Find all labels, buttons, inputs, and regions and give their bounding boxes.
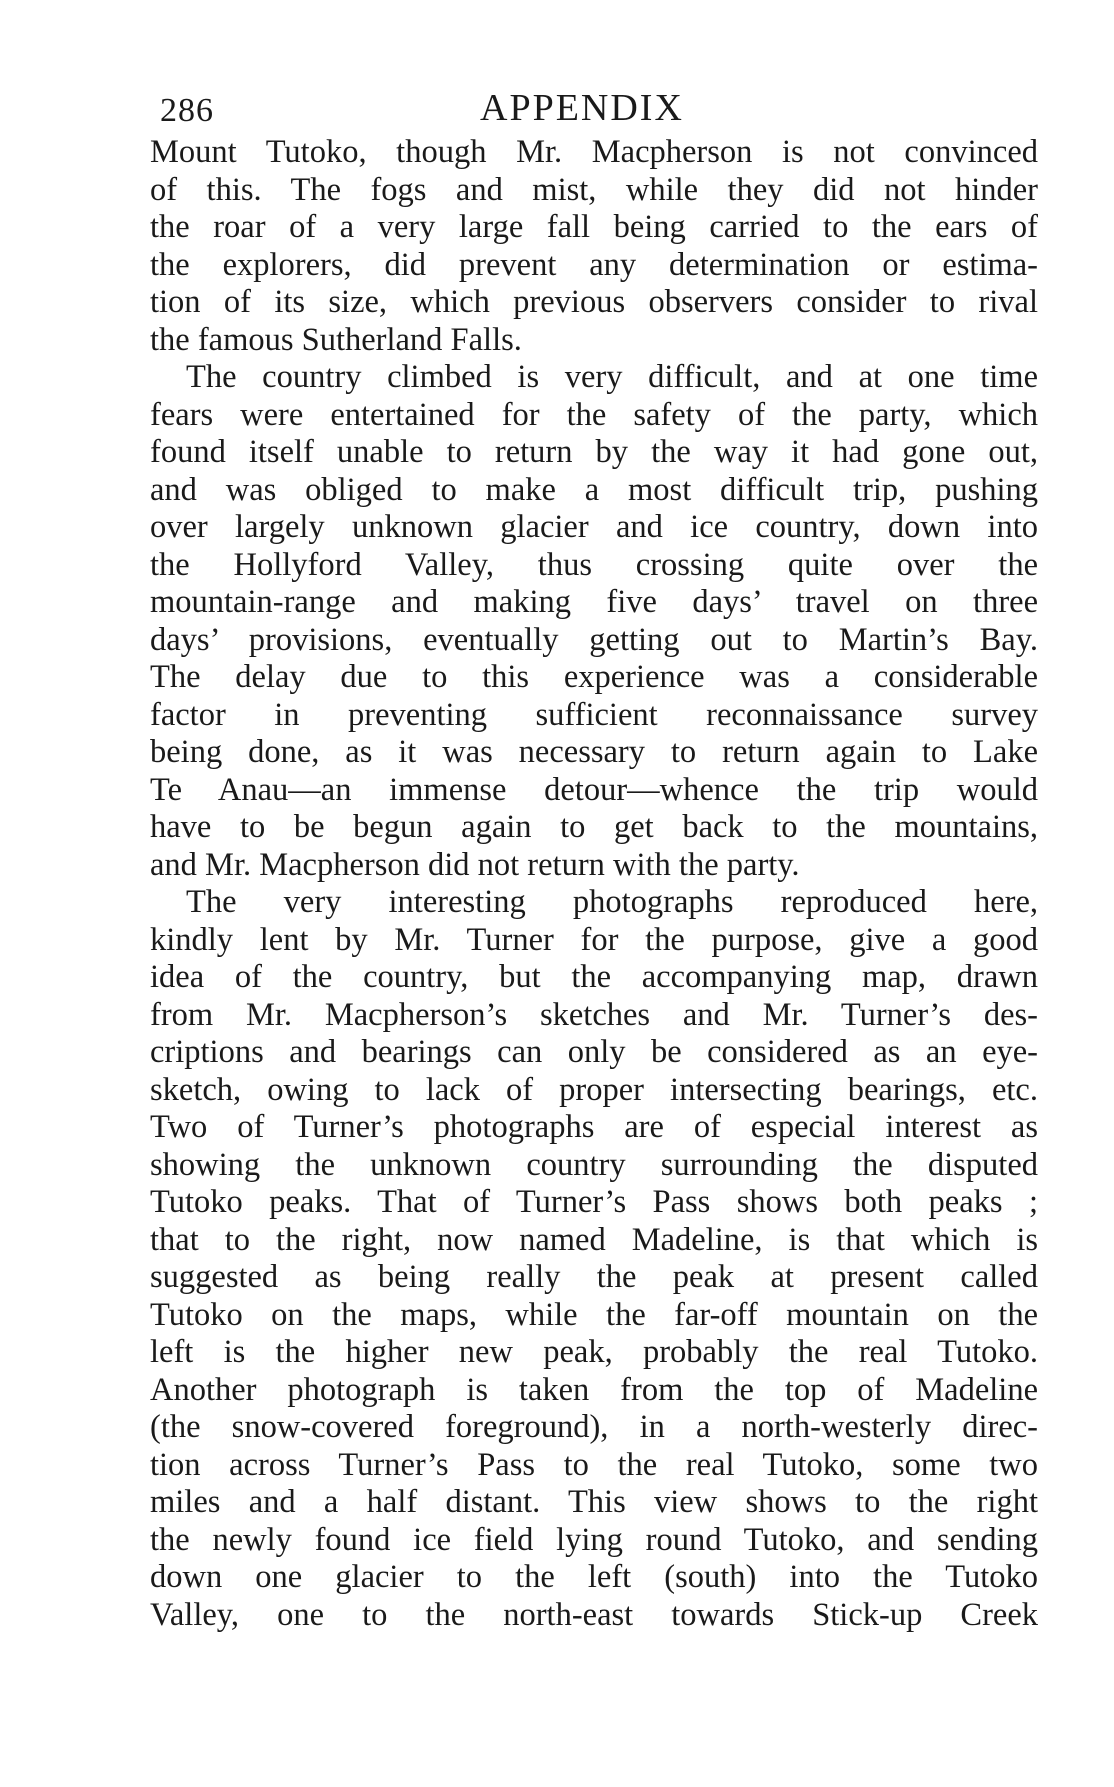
text-line: Valley, one to the north-east towards Stick-up Creek (150, 1596, 1038, 1633)
text-line: the Hollyford Valley, thus crossing quite over the (150, 546, 1038, 583)
text-line: The very interesting photographs reproduced here, (186, 884, 1038, 920)
text-line: factor in preventing sufficient reconnaissance survey (150, 696, 1038, 733)
text-line: Two of Turner’s photographs are of especial interest as (150, 1109, 1038, 1145)
text-line: being done, as it was necessary to return again to Lake (150, 734, 1038, 770)
page-number: 286 (160, 92, 214, 129)
text-line: days’ provisions, eventually getting out to Martin’s Bay. (150, 621, 1038, 658)
text-line: left is the higher new peak, probably the real Tutoko. (150, 1334, 1038, 1370)
text-line: criptions and bearings can only be considered as an eye- (150, 1034, 1038, 1070)
text-line: have to be begun again to get back to the mountains, (150, 809, 1038, 845)
text-line: and was obliged to make a most difficult trip, pushing (150, 471, 1038, 508)
paragraph (150, 134, 1038, 359)
text-line: Another photograph is taken from the top of Madeline (150, 1371, 1038, 1408)
running-title: APPENDIX (480, 87, 684, 129)
paragraph (150, 359, 1038, 884)
book-page (150, 80, 1038, 1634)
text-line: the explorers, did prevent any determination or estima- (150, 246, 1038, 283)
text-line: Tutoko on the maps, while the far-off mountain on the (150, 1296, 1038, 1333)
text-line: idea of the country, but the accompanying map, drawn (150, 959, 1038, 995)
text-line: that to the right, now named Madeline, is that which is (150, 1221, 1038, 1258)
text-line: tion across Turner’s Pass to the real Tutoko, some two (150, 1446, 1038, 1483)
text-line: The country climbed is very difficult, and at one time (186, 359, 1038, 395)
text-line: mountain-range and making five days’ travel on three (150, 584, 1038, 620)
paragraph (150, 884, 1038, 1634)
text-line: down one glacier to the left (south) into the Tutoko (150, 1559, 1038, 1595)
text-line: kindly lent by Mr. Turner for the purpose, give a good (150, 921, 1038, 958)
text-line: showing the unknown country surrounding the disputed (150, 1146, 1038, 1183)
text-line: suggested as being really the peak at present called (150, 1259, 1038, 1295)
text-line: the newly found ice field lying round Tutoko, and sending (150, 1521, 1038, 1558)
text-line: Te Anau—an immense detour—whence the trip would (150, 771, 1038, 808)
text-line: fears were entertained for the safety of the party, which (150, 396, 1038, 433)
text-line: (the snow-covered foreground), in a north-westerly direc- (150, 1409, 1038, 1445)
text-line: sketch, owing to lack of proper intersecting bearings, etc. (150, 1071, 1038, 1108)
running-head (150, 80, 1038, 134)
text-line: found itself unable to return by the way it had gone out, (150, 434, 1038, 470)
text-line: Mount Tutoko, though Mr. Macpherson is not convinced (150, 134, 1038, 170)
text-line: over largely unknown glacier and ice country, down into (150, 509, 1038, 545)
text-line: miles and a half distant. This view shows to the right (150, 1484, 1038, 1520)
text-line: of this. The fogs and mist, while they did not hinder (150, 171, 1038, 208)
text-line: The delay due to this experience was a considerable (150, 659, 1038, 695)
text-line: the famous Sutherland Falls. (150, 321, 522, 358)
body-text (150, 134, 1038, 1634)
text-line: Tutoko peaks. That of Turner’s Pass shows both peaks ; (150, 1184, 1038, 1220)
text-line: the roar of a very large fall being carried to the ears of (150, 209, 1038, 245)
text-line: and Mr. Macpherson did not return with the party. (150, 846, 800, 883)
text-line: tion of its size, which previous observers consider to rival (150, 284, 1038, 320)
text-line: from Mr. Macpherson’s sketches and Mr. Turner’s des- (150, 996, 1038, 1033)
